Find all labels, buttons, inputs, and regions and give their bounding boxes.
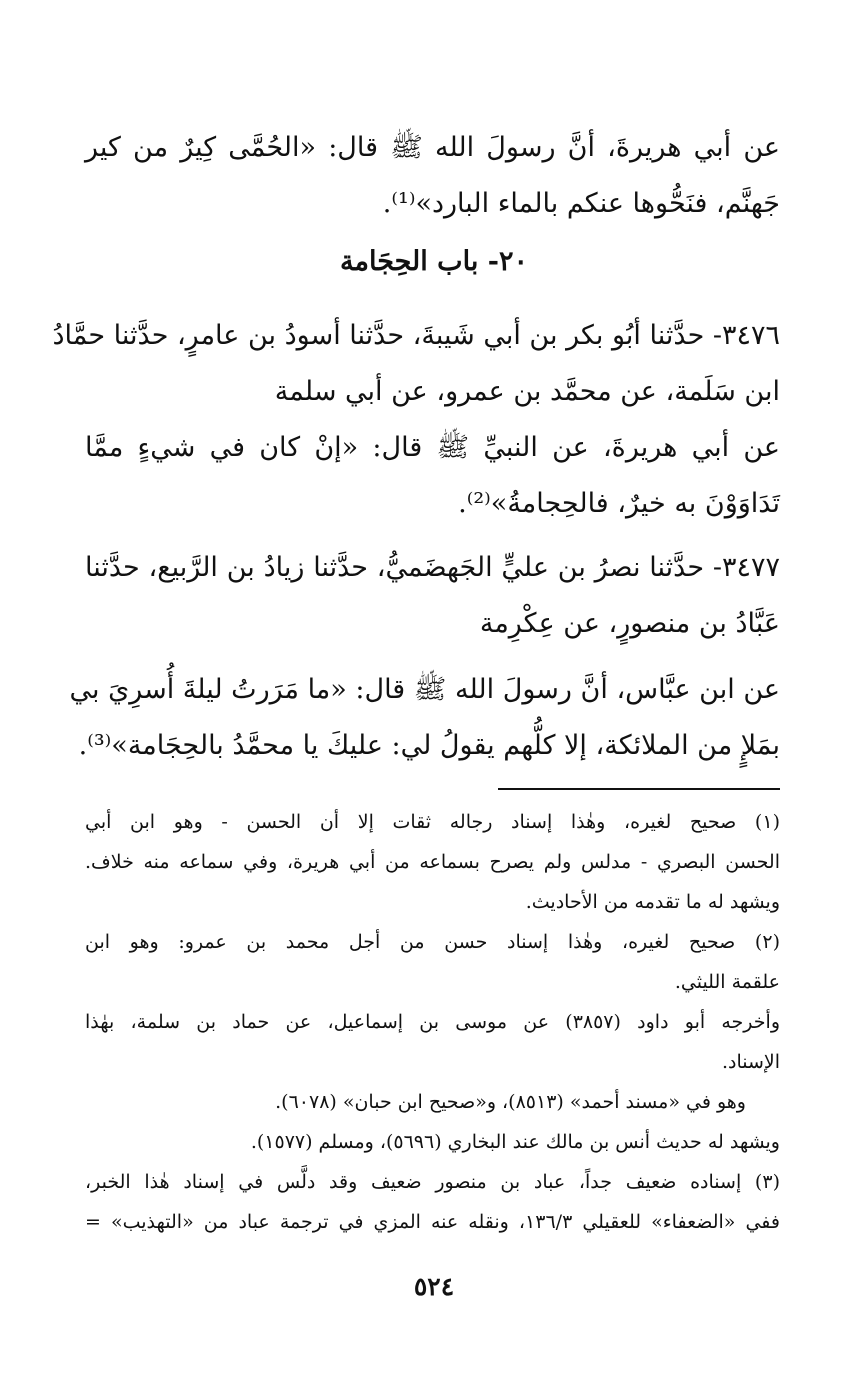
- text-line: عن ابن عبَّاس، أنَّ رسولَ الله ﷺ قال: «ما مَرَرتُ ليلةَ أُسرِيَ بي: [69, 674, 780, 705]
- text-line: عن أبي هريرةَ، أنَّ رسولَ الله ﷺ قال: «الحُمَّى كِيرٌ من كير: [85, 132, 780, 163]
- text-line: ابن سَلَمة، عن محمَّد بن عمرو، عن أبي سلمة: [274, 376, 780, 407]
- footnote-line: علقمة الليثي.: [674, 971, 780, 993]
- chapter-heading: ٢٠- باب الحِجَامة: [340, 246, 528, 277]
- footnote-line: (٣) إسناده ضعيف جداً، عباد بن منصور ضعيف وقد دلَّس في إسناد هٰذا الخبر،: [85, 1171, 780, 1193]
- paragraph-hadith-2: [85, 420, 780, 532]
- footnote-line: وهو في «مسند أحمد» (٨٥١٣)، و«صحيح ابن حبان» (٦٠٧٨).: [275, 1091, 746, 1113]
- footnote-line: الإسناد.: [721, 1051, 780, 1073]
- footnote-line: ويشهد له ما تقدمه من الأحاديث.: [525, 891, 780, 913]
- text-line: ٣٤٧٦- حدَّثنا أبُو بكر بن أبي شَيبةَ، حدَّثنا أسودُ بن عامرٍ، حدَّثنا حمَّادُ: [52, 320, 780, 351]
- footnote-line: ويشهد له حديث أنس بن مالك عند البخاري (٥٦٩٦)، ومسلم (١٥٧٧).: [250, 1131, 780, 1153]
- page-number: ٥٢٤: [413, 1272, 455, 1301]
- text-line: تَدَاوَوْنَ به خيرٌ، فالحِجامةُ»⁽²⁾.: [458, 488, 780, 519]
- text-line: عن أبي هريرةَ، عن النبيِّ ﷺ قال: «إنْ كان في شيءٍ ممَّا: [85, 432, 780, 463]
- paragraph-isnad-3476: [52, 308, 780, 420]
- text-line: بمَلإٍ من الملائكة، إلا كلُّهم يقولُ لي: عليكَ يا محمَّدُ بالحِجَامة»⁽³⁾.: [78, 730, 780, 761]
- text-line: ٣٤٧٧- حدَّثنا نصرُ بن عليٍّ الجَهضَميُّ، حدَّثنا زيادُ بن الرَّبيع، حدَّثنا: [85, 552, 780, 583]
- footnote-line: (٢) صحيح لغيره، وهٰذا إسناد حسن من أجل محمد بن عمرو: وهو ابن: [85, 931, 780, 953]
- footnote-line: (١) صحيح لغيره، وهٰذا إسناد رجاله ثقات إلا أن الحسن - وهو ابن أبي: [85, 811, 780, 833]
- footnotes: [85, 802, 780, 1242]
- paragraph-hadith-3: [69, 662, 780, 774]
- footnote-separator: [498, 788, 780, 790]
- paragraph-isnad-3477: [85, 540, 780, 652]
- footnote-line: وأخرجه أبو داود (٣٨٥٧) عن موسى بن إسماعيل، عن حماد بن سلمة، بهٰذا: [85, 1011, 780, 1033]
- text-line: جَهنَّم، فنَحُّوها عنكم بالماء البارد»⁽¹⁾.: [382, 188, 780, 219]
- paragraph-hadith-1: [85, 120, 780, 232]
- text-line: عَبَّادُ بن منصورٍ، عن عِكْرِمة: [479, 608, 780, 639]
- footnote-line: ففي «الضعفاء» للعقيلي ١٣٦/٣، ونقله عنه المزي في ترجمة عباد من «التهذيب» =: [85, 1211, 780, 1233]
- footnote-line: الحسن البصري - مدلس ولم يصرح بسماعه من أبي هريرة، وفي سماعه منه خلاف.: [85, 851, 780, 873]
